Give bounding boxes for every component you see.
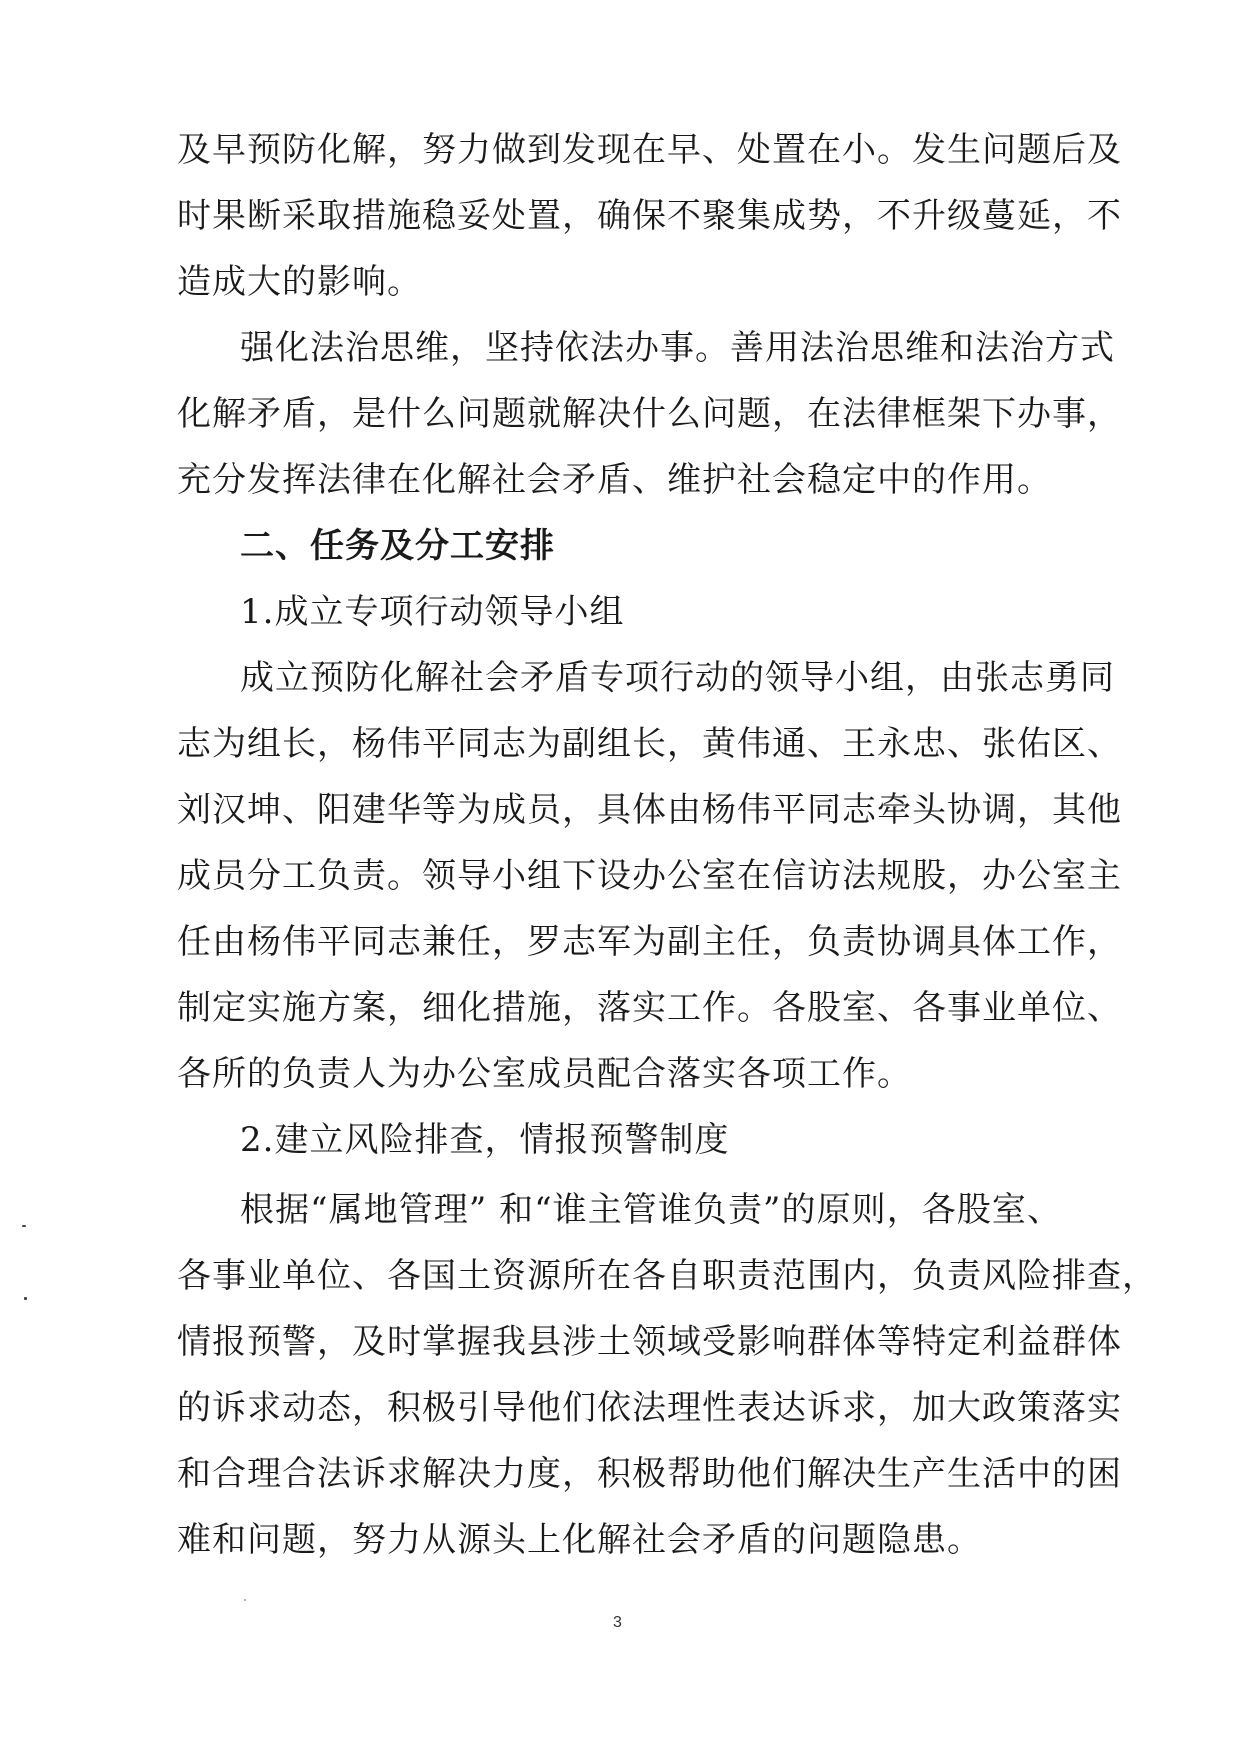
- scan-speck: [244, 1599, 246, 1601]
- body-text-line: 制定实施方案，细化措施，落实工作。各股室、各事业单位、: [177, 988, 1122, 1028]
- paragraph-first-line: 成立预防化解社会矛盾专项行动的领导小组，由张志勇同: [240, 658, 1115, 698]
- body-text-line: 和合理合法诉求解决力度，积极帮助他们解决生产生活中的困: [177, 1454, 1122, 1494]
- subsection-heading: 1.成立专项行动领导小组: [240, 592, 625, 632]
- body-text-line: 化解矛盾，是什么问题就解决什么问题，在法律框架下办事，: [177, 394, 1122, 434]
- body-text-line: 的诉求动态，积极引导他们依法理性表达诉求，加大政策落实: [177, 1388, 1122, 1428]
- section-heading: 二、任务及分工安排: [240, 526, 555, 566]
- scan-speck: [24, 1297, 27, 1300]
- body-text-line: 时果断采取措施稳妥处置，确保不聚集成势，不升级蔓延，不: [177, 196, 1122, 236]
- body-text-line: 造成大的影响。: [177, 262, 422, 302]
- body-text-line: 情报预警，及时掌握我县涉土领域受影响群体等特定利益群体: [177, 1322, 1122, 1362]
- body-text-line: 充分发挥法律在化解社会矛盾、维护社会稳定中的作用。: [177, 460, 1052, 500]
- paragraph-first-line: 强化法治思维，坚持依法办事。善用法治思维和法治方式: [240, 328, 1115, 368]
- body-text-line: 刘汉坤、阳建华等为成员，具体由杨伟平同志牵头协调，其他: [177, 790, 1122, 830]
- body-text-line: 任由杨伟平同志兼任，罗志军为副主任，负责协调具体工作，: [177, 922, 1122, 962]
- page-number: 3: [613, 1614, 622, 1631]
- subsection-heading: 2.建立风险排查，情报预警制度: [240, 1120, 730, 1160]
- body-text-line: 各事业单位、各国土资源所在各自职责范围内，负责风险排查，: [177, 1256, 1157, 1296]
- body-text-line: 成员分工负责。领导小组下设办公室在信访法规股，办公室主: [177, 856, 1122, 896]
- body-text-line: 各所的负责人为办公室成员配合落实各项工作。: [177, 1054, 912, 1094]
- body-text-line: 难和问题，努力从源头上化解社会矛盾的问题隐患。: [177, 1520, 982, 1560]
- body-text-line: 及早预防化解，努力做到发现在早、处置在小。发生问题后及: [177, 130, 1122, 170]
- paragraph-first-line: 根据“属地管理” 和“谁主管谁负责”的原则，各股室、: [240, 1190, 1062, 1230]
- body-text-line: 志为组长，杨伟平同志为副组长，黄伟通、王永忠、张佑区、: [177, 724, 1122, 764]
- scan-speck: [22, 1225, 26, 1227]
